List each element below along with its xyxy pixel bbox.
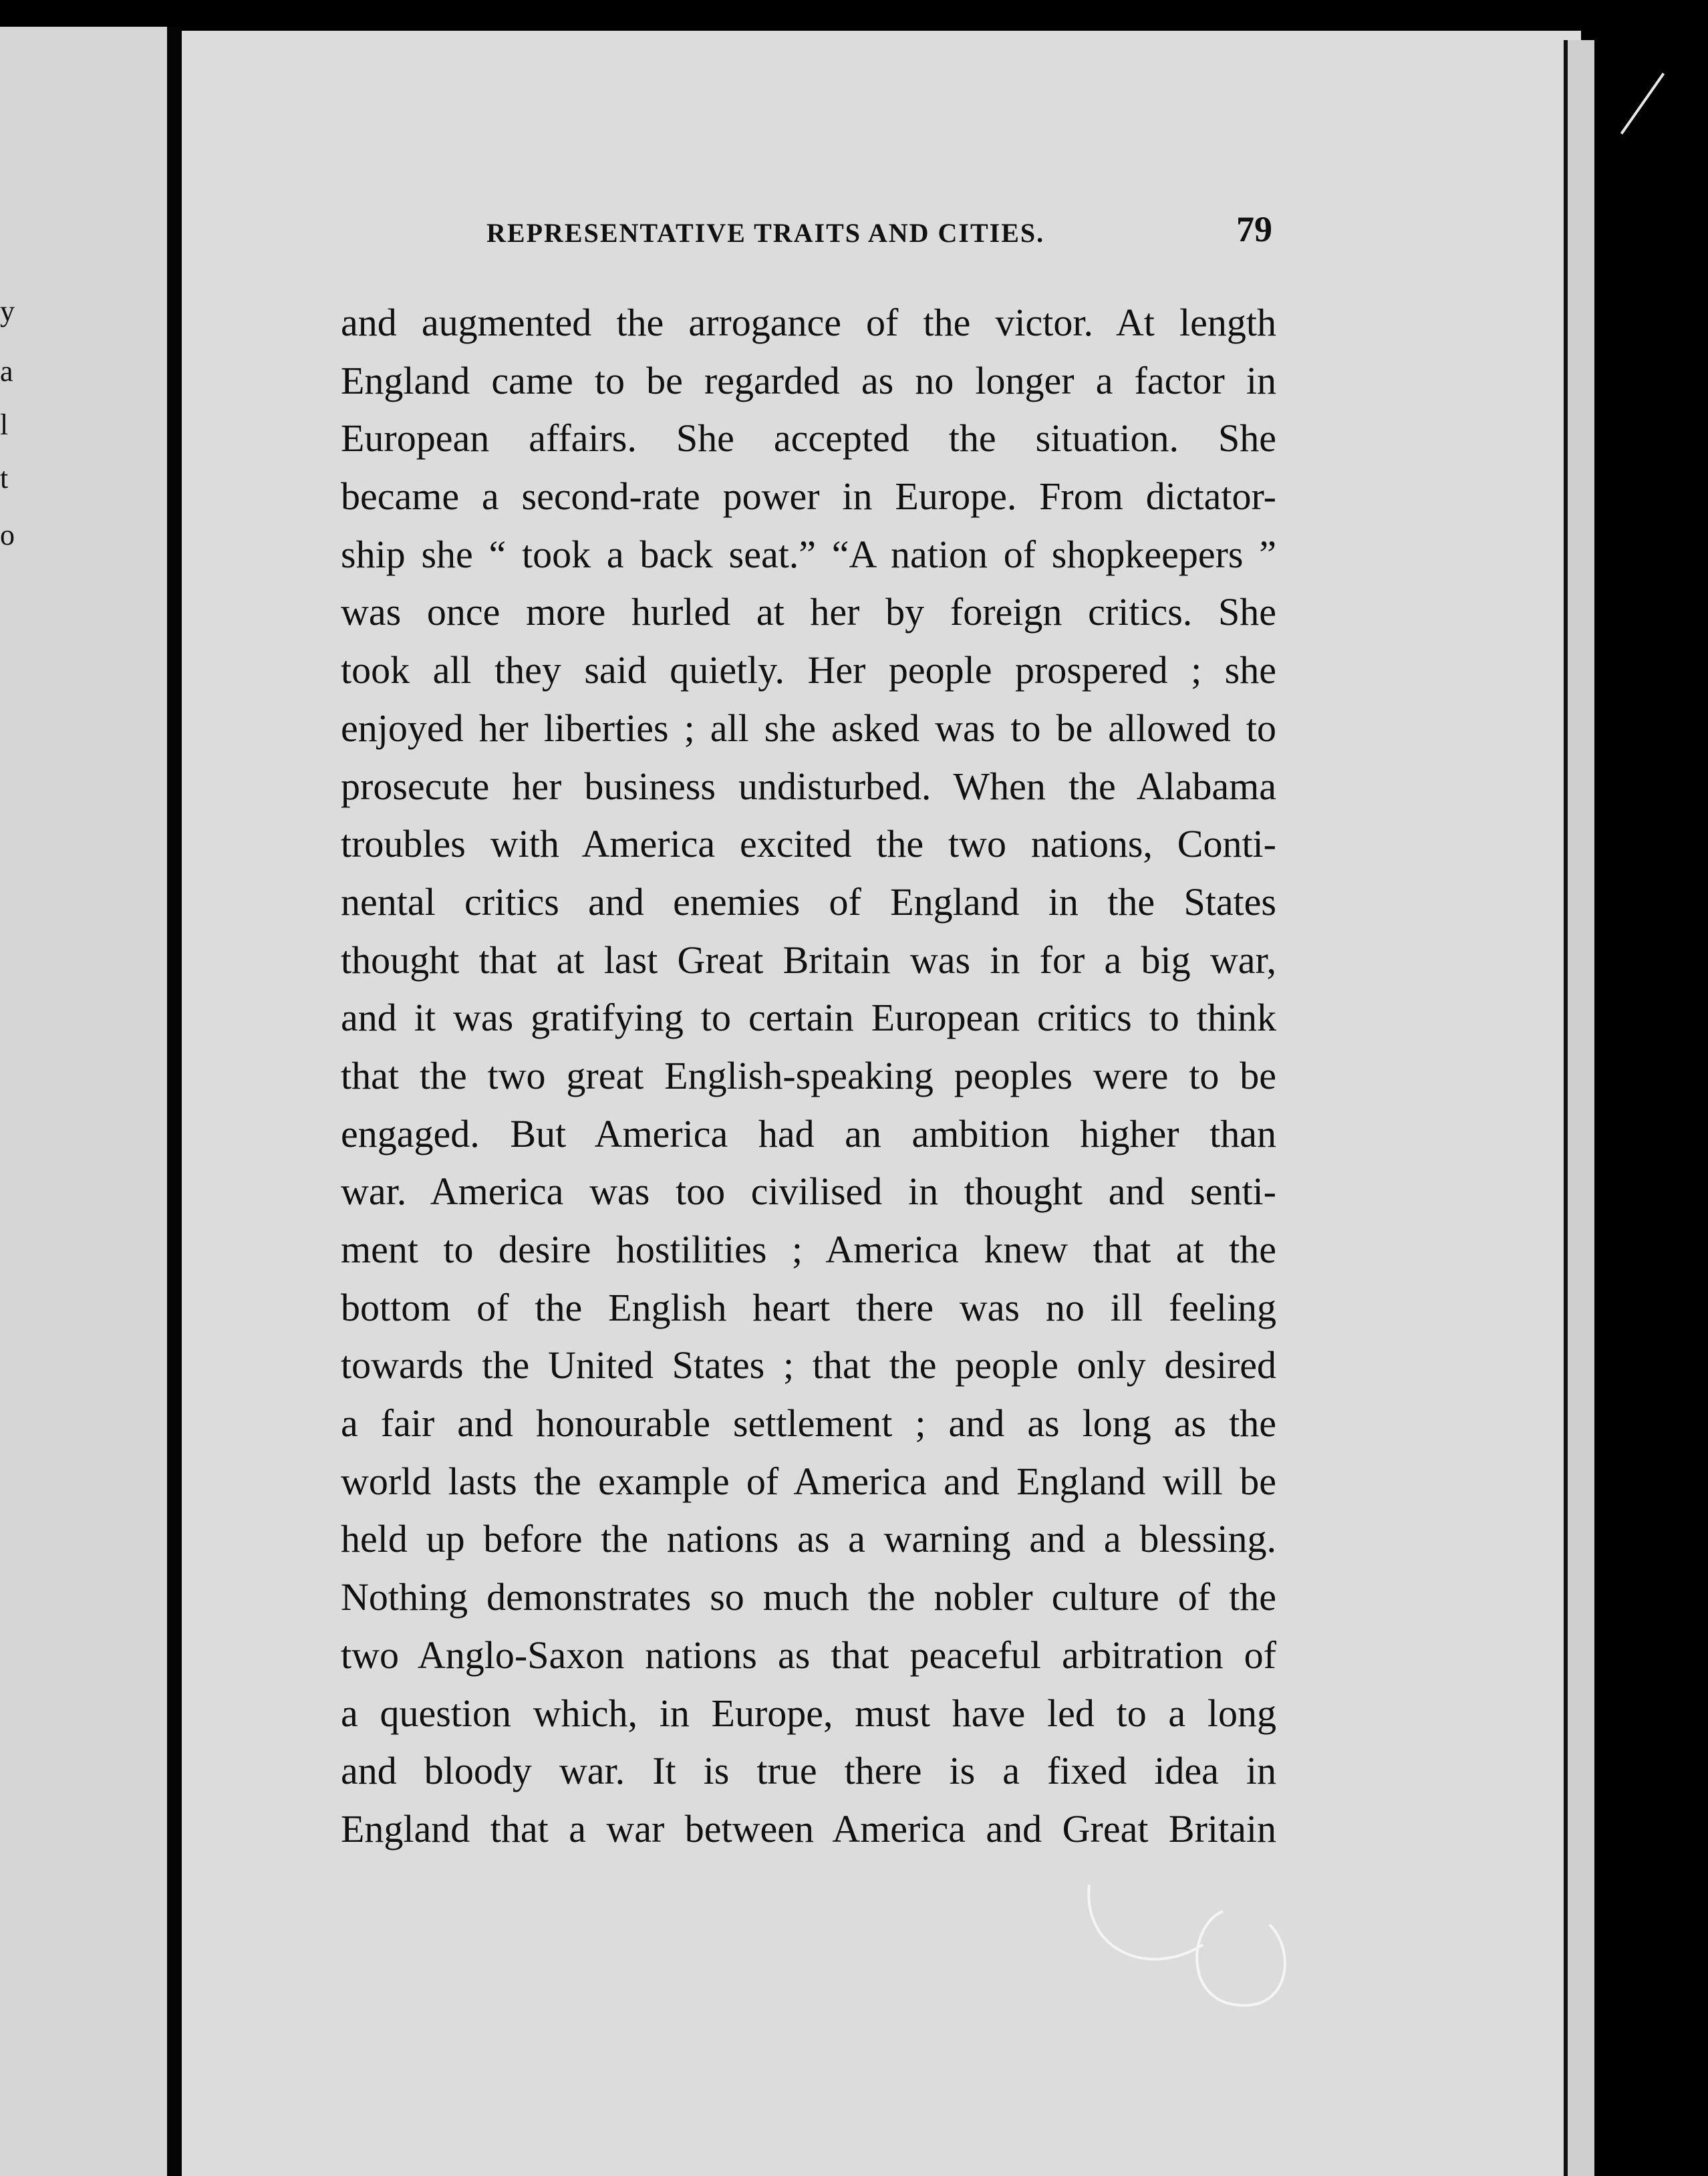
pencil-stroke	[1089, 1885, 1203, 1959]
text-line: was once more hurled at her by foreign critics. She	[341, 590, 1276, 634]
scan-border	[1594, 0, 1708, 2176]
page-number: 79	[1236, 209, 1272, 249]
text-line: held up before the nations as a warning and a blessing.	[341, 1517, 1276, 1561]
pencil-mark	[1069, 1871, 1310, 2032]
text-line: world lasts the example of America and England will be	[341, 1459, 1276, 1503]
text-line: and it was gratifying to certain European critics to think	[341, 996, 1276, 1040]
text-line: two Anglo-Saxon nations as that peaceful arbitration of	[341, 1633, 1276, 1677]
text-line: enjoyed her liberties ; all she asked was to be allowed to	[341, 706, 1276, 750]
left-page-fragment: o	[0, 519, 15, 551]
text-line: nental critics and enemies of England in the States	[341, 879, 1276, 924]
left-page-edge	[0, 27, 167, 2176]
text-line: troubles with America excited the two nations, Conti-	[341, 822, 1276, 866]
text-line: engaged. But America had an ambition higher than	[341, 1111, 1276, 1155]
pencil-stroke	[1197, 1911, 1285, 2006]
text-line: bottom of the English heart there was no ill feeling	[341, 1285, 1276, 1329]
text-line: ment to desire hostilities ; America knew that at the	[341, 1228, 1276, 1271]
book-gutter	[167, 27, 182, 2176]
text-line: towards the United States ; that the people only desired	[341, 1343, 1276, 1387]
text-line: and bloody war. It is true there is a fixed idea in	[341, 1749, 1276, 1793]
left-page-fragment: t	[0, 462, 9, 495]
text-line: Nothing demonstrates so much the nobler culture of the	[341, 1575, 1276, 1619]
left-page-fragment: l	[0, 408, 9, 441]
text-line: and augmented the arrogance of the victor. At length	[341, 301, 1276, 344]
text-line: took all they said quietly. Her people prospered ; she	[341, 648, 1276, 692]
text-line: war. America was too civilised in thought and senti-	[341, 1170, 1276, 1214]
text-line: ship she “ took a back seat.” “A nation of shopkeepers ”	[341, 532, 1276, 576]
text-line: prosecute her business undisturbed. When the Alabama	[341, 764, 1276, 808]
text-line: a question which, in Europe, must have led to a long	[341, 1691, 1276, 1735]
scan-scratch	[1620, 73, 1665, 134]
text-line: became a second-rate power in Europe. From dictator-	[341, 474, 1276, 519]
page-stack-edge	[1564, 40, 1594, 2176]
text-line: thought that at last Great Britain was in for a big war,	[341, 938, 1276, 982]
text-line: European affairs. She accepted the situation. She	[341, 416, 1276, 460]
running-title: REPRESENTATIVE TRAITS AND CITIES.	[486, 218, 1045, 248]
text-line: England came to be regarded as no longer a factor in	[341, 358, 1276, 402]
text-line: that the two great English-speaking peoples were to be	[341, 1053, 1276, 1097]
body-text	[341, 294, 1276, 1859]
left-page-fragment: y	[0, 295, 15, 327]
text-line: a fair and honourable settlement ; and as long as the	[341, 1401, 1276, 1446]
text-line: England that a war between America and Great Britain	[341, 1806, 1276, 1851]
left-page-fragment: a	[0, 355, 13, 388]
